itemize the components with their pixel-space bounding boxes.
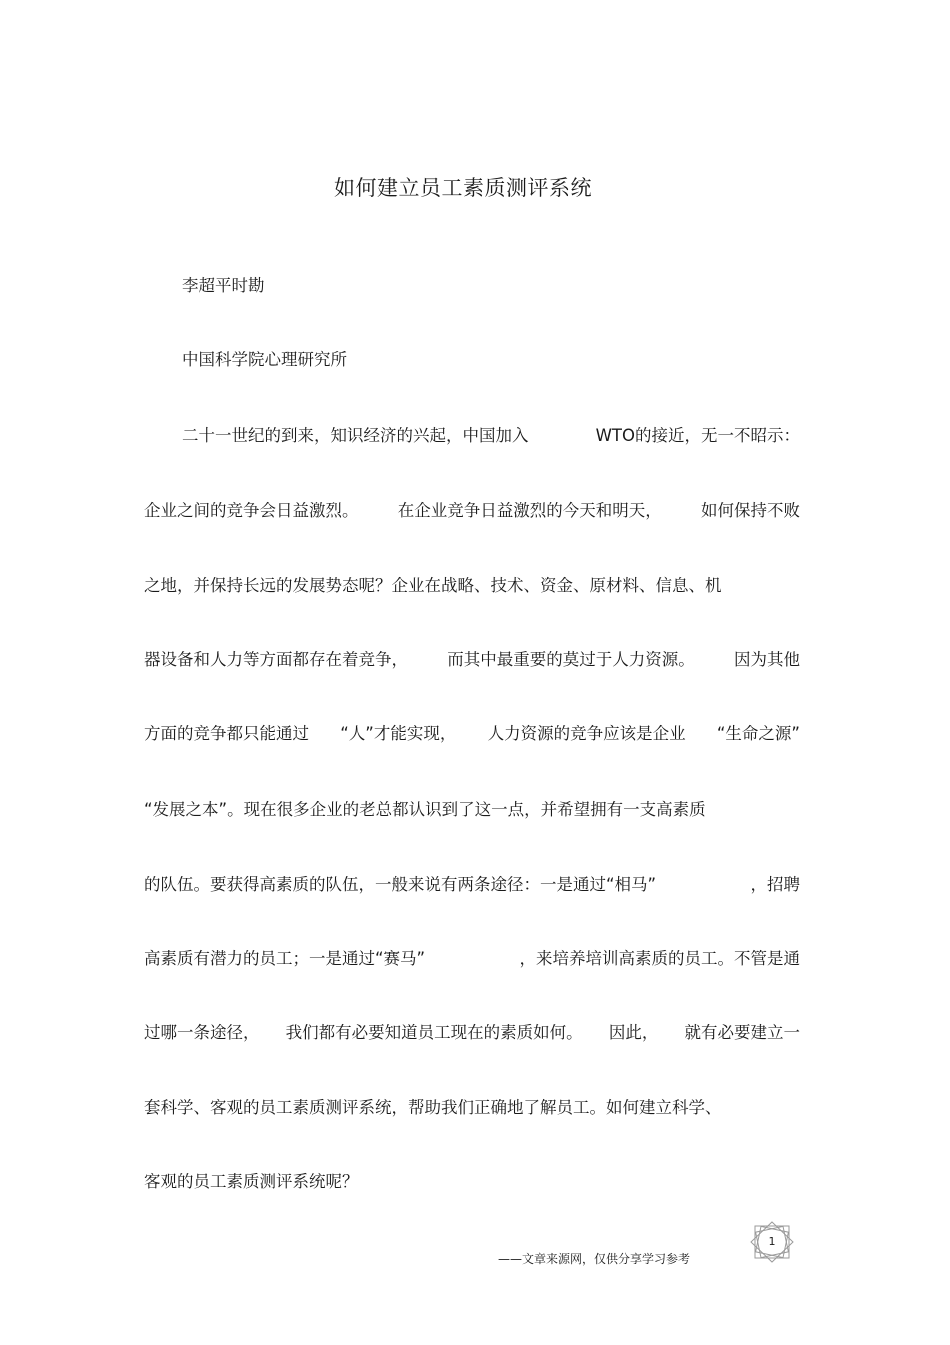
page-number: 1 bbox=[768, 1235, 776, 1248]
text-segment: 在企业竞争日益激烈的今天和明天， bbox=[397, 501, 662, 520]
text-segment: 因此， bbox=[608, 1023, 659, 1042]
authors: 李超平时勘 bbox=[182, 276, 265, 295]
text-segment: 套科学、客观的员工素质测评系统，帮助我们正确地了解员工。如何建立科学、 bbox=[144, 1098, 722, 1117]
page-badge bbox=[749, 1221, 795, 1263]
text-segment: 就有必要建立一 bbox=[684, 1023, 800, 1042]
paragraph-line bbox=[144, 947, 800, 971]
text-segment: 二十一世纪的到来，知识经济的兴起，中国加入 bbox=[182, 426, 529, 445]
text-segment: 之地，并保持长远的发展势态呢？企业在战略、技术、资金、原材料、信息、机 bbox=[144, 576, 722, 595]
text-segment: 我们都有必要知道员工现在的素质如何。 bbox=[285, 1023, 583, 1042]
text-segment: ，来培养培训高素质的员工。不管是通 bbox=[519, 949, 800, 968]
text-segment: 客观的员工素质测评系统呢？ bbox=[144, 1172, 359, 1191]
text-segment: 器设备和人力等方面都存在着竞争， bbox=[144, 650, 408, 669]
text-segment: 过哪一条途径， bbox=[144, 1023, 260, 1042]
text-segment: “生命之源” bbox=[716, 724, 800, 743]
document-title: 如何建立员工素质测评系统 bbox=[334, 176, 592, 200]
text-segment: “人”才能实现， bbox=[340, 724, 457, 743]
paragraph-line bbox=[144, 798, 706, 822]
paragraph-line bbox=[144, 574, 722, 598]
paragraph-line bbox=[182, 424, 800, 448]
text-segment: 如何保持不败 bbox=[701, 501, 800, 520]
text-segment: 的队伍。要获得高素质的队伍，一般来说有两条途径：一是通过“相马” bbox=[144, 875, 657, 894]
affiliation: 中国科学院心理研究所 bbox=[182, 350, 347, 369]
text-segment: 因为其他 bbox=[734, 650, 800, 669]
paragraph-line bbox=[144, 1170, 359, 1194]
paragraph-line bbox=[144, 499, 800, 523]
paragraph-line bbox=[144, 873, 800, 897]
text-segment: “发展之本”。现在很多企业的老总都认识到了这一点，并希望拥有一支高素质 bbox=[144, 800, 706, 819]
text-segment: WTO的接近，无一不昭示： bbox=[595, 426, 800, 445]
footer-source-note: ——文章来源网，仅供分享学习参考 bbox=[498, 1252, 691, 1266]
paragraph-line bbox=[144, 1021, 800, 1045]
text-segment: 企业之间的竞争会日益激烈。 bbox=[144, 501, 359, 520]
text-segment: ，招聘 bbox=[750, 875, 800, 894]
text-segment: 高素质有潜力的员工；一是通过“赛马” bbox=[144, 949, 426, 968]
text-segment: 而其中最重要的莫过于人力资源。 bbox=[447, 650, 695, 669]
paragraph-line bbox=[144, 648, 800, 672]
text-segment: 人力资源的竞争应该是企业 bbox=[487, 724, 686, 743]
paragraph-line bbox=[144, 1096, 722, 1120]
text-segment: 方面的竞争都只能通过 bbox=[144, 724, 309, 743]
paragraph-line bbox=[144, 722, 800, 746]
